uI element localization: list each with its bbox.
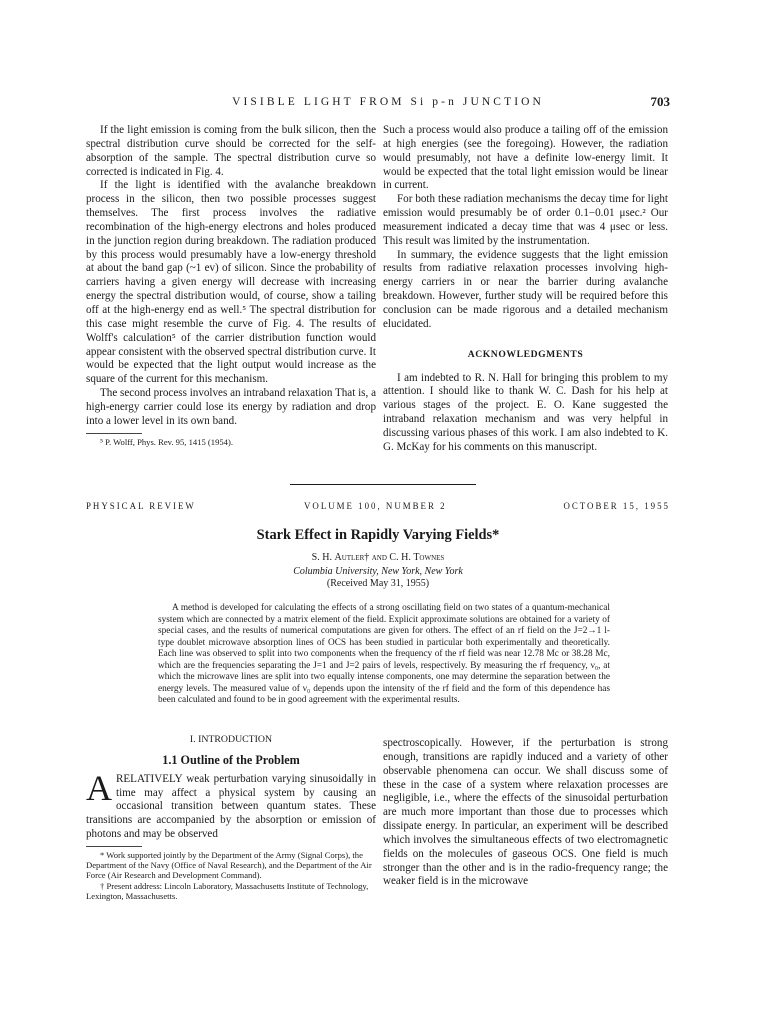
page-number: 703 (650, 94, 670, 109)
journal-line (86, 501, 670, 515)
journal-date: OCTOBER 15, 1955 (563, 501, 670, 511)
running-header (86, 96, 670, 112)
author-initials: C. H. (389, 552, 414, 563)
author-townes: Townes (413, 552, 445, 563)
body-paragraph: Such a process would also produce a tailing off of the emission at high energies (see the foregoing). However, the radiation would presumably, not have a definite low-energy limit. It would be expected that the total light emission would be linear in current. (383, 124, 668, 192)
footnote-address: † Present address: Lincoln Laboratory, Massachusetts Institute of Technology, Lexington, Massachusetts. (86, 880, 369, 901)
body-paragraph: In summary, the evidence suggests that the light emission results from radiative relaxation processes involving high-energy carriers in or near the barrier during avalanche breakdown. However, further study will be required before this conclusion can be made rigorous and a detailed mechanism elucidated. (383, 248, 668, 330)
received-date: (Received May 31, 1955) (326, 578, 430, 589)
article-right-column (383, 737, 668, 889)
author-initials: S. H. (311, 552, 335, 563)
intro-paragraph (86, 767, 376, 842)
journal-volume: VOLUME 100, NUMBER 2 (304, 501, 447, 511)
abstract: A method is developed for calculating the effects of a strong oscillating field on two states of a quantum-mechanical system which are connected by a matrix element of the field. Explicit approximate solutions are obtained for a variety of special cases, and the results of numerical computations are given for others. The effect of an rf field on the J=2→1 l-type doublet microwave absorption lines of OCS has been studied in particular both experimentally and theoretically. Each line was observed to split into two components when the frequency of the rf field was near 12.78 Mc or 38.28 Mc, which are the frequencies separating the J=1 and J=2 pairs of levels, respectively. By measuring the rf frequency, ν₀, at which the microwave lines are split into two equally intense components, one may determine the separation between the energy levels. The measured value of ν₀ depends upon the intensity of the rf field and the form of this dependence has been calculated and found to be in good agreement with the experimental results. (158, 603, 610, 706)
body-paragraph: If the light emission is coming from the bulk silicon, then the spectral distribution curve should be corrected for the self-absorption of the sample. The spectral distribution curve so corrected is indicated in Fig. 4. (86, 124, 376, 178)
article-footnotes (86, 846, 376, 901)
author-autler: Autler† (334, 552, 370, 563)
article-title: Stark Effect in Rapidly Varying Fields* (256, 527, 500, 543)
author-conjunction: and (369, 552, 390, 563)
journal-name: PHYSICAL REVIEW (86, 501, 196, 511)
section-heading: I. INTRODUCTION (189, 734, 273, 745)
footnote-wolff: ⁵ P. Wolff, Phys. Rev. 95, 1415 (1954). (100, 436, 233, 447)
footnote-divider (86, 433, 142, 434)
previous-article-right-column (383, 124, 668, 455)
article-left-column (86, 733, 376, 901)
footnote-divider (86, 846, 142, 847)
acknowledgments-heading: ACKNOWLEDGMENTS (467, 348, 584, 360)
article-separator-rule (290, 484, 476, 485)
previous-article-left-column (86, 124, 376, 448)
drop-cap: A (86, 767, 112, 808)
intro-continuation: spectroscopically. However, if the perturbation is strong enough, transitions are rapidly induced and a variety of other observable phenomena can occur. We shall discuss some of these in the case of a system where relaxation processes are negligible, i.e., where the effects of the sinusoidal perturbation are much more important than those due to processes which dissipate energy. In particular, an experiment will be described which involves the simultaneous effects of two electromagnetic fields on the molecules of gaseous OCS. One field is much stronger than the other and is in the radio-frequency range; the weaker field is in the microwave (383, 737, 668, 888)
affiliation: Columbia University, New York, New York (293, 566, 463, 577)
body-paragraph: For both these radiation mechanisms the decay time for light emission would presumably be of order 0.1−0.01 μsec.² Our measurement indicated a decay time that was 4 μsec or less. This result was limited by the instrumentation. (383, 193, 668, 247)
subsection-heading: 1.1 Outline of the Problem (162, 752, 300, 767)
running-title: VISIBLE LIGHT FROM Si p-n JUNCTION (232, 96, 544, 108)
author-line (86, 552, 670, 563)
body-paragraph: The second process involves an intraband relaxation That is, a high-energy carrier could lose its energy by radiation and drop into a lower level in its own band. (86, 387, 376, 427)
body-paragraph: If the light is identified with the avalanche breakdown process in the silicon, then two possible processes suggest themselves. The first process involves the radiative recombination of the high-energy electrons and holes produced in the junction region during breakdown. The radiation produced by this process would presumably have a low-energy threshold at about the band gap (~1 ev) of silicon. Since the probability of carriers having a given energy will decrease with increasing energy the spectral distribution would, of course, show a tailing off at the high-energy end as well.⁵ The spectral distribution for this case might resemble the curve of Fig. 4. The results of Wolff's calculation⁵ of the carrier distribution function would appear consistent with the observed spectral distribution curve. It would be expected that the light output would increase as the square of the current for this mechanism. (86, 179, 376, 386)
footnote-funding: * Work supported jointly by the Department of the Army (Signal Corps), the Department of the Navy (Office of Naval Research), and the Department of the Air Force (Air Research and Development Command). (86, 849, 372, 881)
intro-text: RELATIVELY weak perturbation varying sinusoidally in time may affect a physical system by causing an occasional transition between quantum states. These transitions are accompanied by the absorption or emission of photons and may be observed (86, 772, 376, 841)
acknowledgments-text: I am indebted to R. N. Hall for bringing this problem to my attention. I should like to thank W. C. Dash for his help at various stages of the project. E. O. Kane suggested the intraband relaxation mechanism and was very helpful in discussing various phases of this work. I am also indebted to K. G. McKay for his comments on this manuscript. (383, 371, 668, 453)
